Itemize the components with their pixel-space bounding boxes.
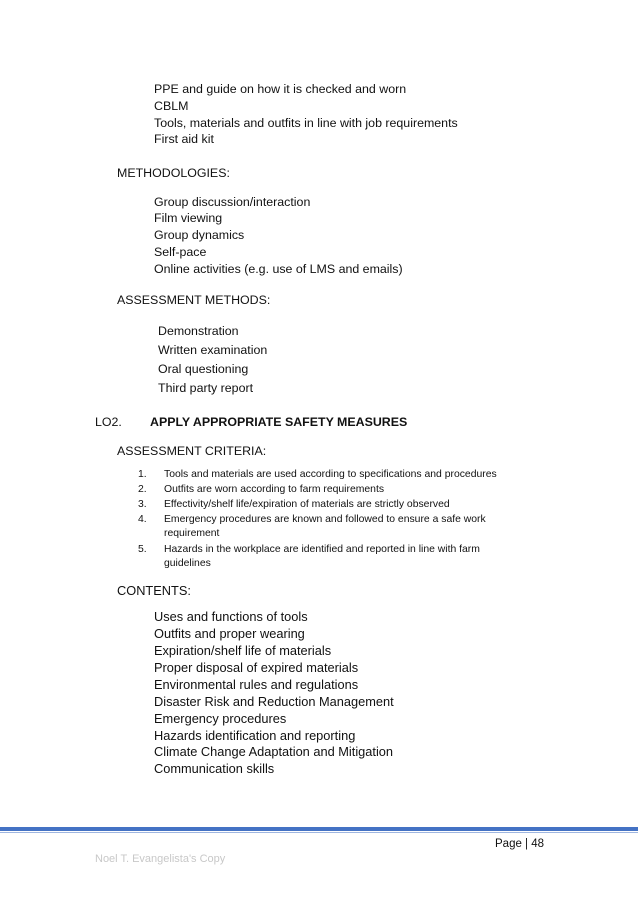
methodologies-heading: METHODOLOGIES: bbox=[117, 166, 230, 180]
content-item: Environmental rules and regulations bbox=[154, 677, 359, 692]
assessment-method-item: Third party report bbox=[158, 381, 254, 395]
content-item: Outfits and proper wearing bbox=[154, 626, 305, 641]
methodology-item: Film viewing bbox=[154, 211, 223, 225]
contents-heading: CONTENTS: bbox=[117, 583, 191, 598]
content-item: Disaster Risk and Reduction Management bbox=[154, 694, 394, 709]
assessment-methods-heading: ASSESSMENT METHODS: bbox=[117, 293, 271, 307]
assessment-method-item: Written examination bbox=[158, 343, 268, 357]
criterion-text: Outfits are worn according to farm requirements bbox=[164, 484, 385, 495]
criterion-number: 3. bbox=[138, 499, 147, 510]
criterion-number: 5. bbox=[138, 544, 147, 555]
resource-item: First aid kit bbox=[154, 132, 214, 146]
content-item: Expiration/shelf life of materials bbox=[154, 643, 332, 658]
content-item: Climate Change Adaptation and Mitigation bbox=[154, 744, 394, 759]
methodology-item: Online activities (e.g. use of LMS and emails) bbox=[154, 262, 403, 276]
assessment-method-item: Oral questioning bbox=[158, 362, 249, 376]
footer-rule-thin bbox=[0, 832, 638, 833]
criterion-text: Tools and materials are used according to specifications and procedures bbox=[164, 469, 497, 480]
criterion-number: 2. bbox=[138, 484, 147, 495]
content-item: Proper disposal of expired materials bbox=[154, 660, 359, 675]
criterion-number: 1. bbox=[138, 469, 147, 480]
methodology-item: Group discussion/interaction bbox=[154, 195, 311, 209]
content-item: Hazards identification and reporting bbox=[154, 728, 356, 743]
watermark: Noel T. Evangelista's Copy bbox=[95, 853, 226, 865]
lo2-title: APPLY APPROPRIATE SAFETY MEASURES bbox=[150, 415, 408, 429]
resource-item: CBLM bbox=[154, 99, 189, 113]
content-item: Communication skills bbox=[154, 761, 275, 776]
content-item: Emergency procedures bbox=[154, 711, 287, 726]
content-item: Uses and functions of tools bbox=[154, 609, 308, 624]
lo2-code: LO2. bbox=[95, 415, 122, 429]
criterion-text: Emergency procedures are known and followed to ensure a safe work requirement bbox=[164, 514, 486, 539]
assessment-criteria-heading: ASSESSMENT CRITERIA: bbox=[117, 444, 267, 458]
page-number: Page | 48 bbox=[495, 838, 545, 850]
criterion-number: 4. bbox=[138, 514, 147, 525]
footer-rule bbox=[0, 827, 638, 831]
methodology-item: Self-pace bbox=[154, 245, 207, 259]
criterion-text: Hazards in the workplace are identified and reported in line with farm guidelines bbox=[164, 544, 480, 569]
methodology-item: Group dynamics bbox=[154, 228, 245, 242]
criterion-text: Effectivity/shelf life/expiration of materials are strictly observed bbox=[164, 499, 450, 510]
resource-item: Tools, materials and outfits in line with job requirements bbox=[154, 116, 458, 130]
resource-item: PPE and guide on how it is checked and worn bbox=[154, 82, 407, 96]
assessment-method-item: Demonstration bbox=[158, 324, 239, 338]
